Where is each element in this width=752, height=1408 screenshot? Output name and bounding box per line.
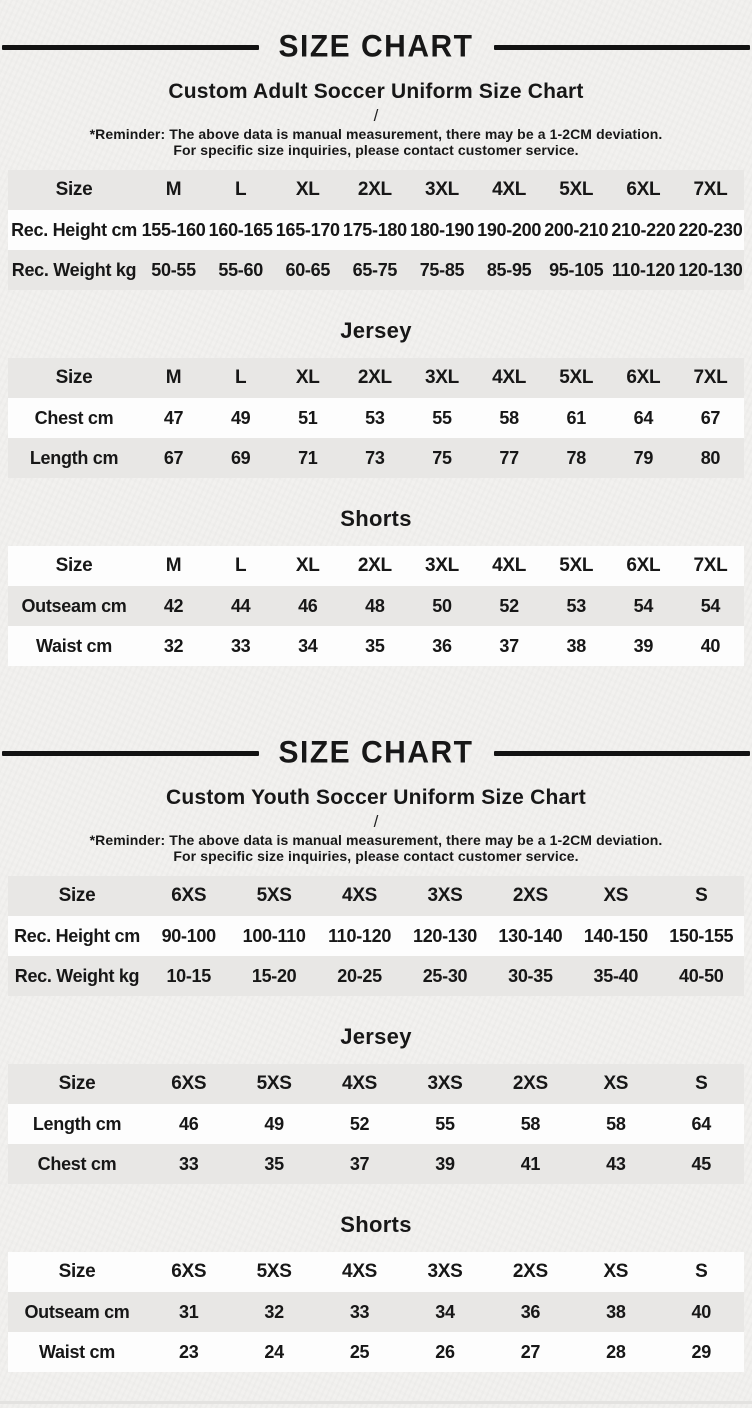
table-row [8,1332,744,1372]
value-cell: 130-140 [498,925,563,946]
value-cell: 55-60 [218,259,263,280]
value-cell: 24 [264,1341,284,1362]
value-cell: 78 [566,447,586,468]
value-cell: 10-15 [166,965,211,986]
size-header-cell: 5XL [559,367,594,388]
value-cell: 41 [520,1153,541,1174]
row-label: Outseam cm [21,595,127,616]
value-cell: 64 [691,1113,711,1134]
value-cell: 33 [349,1301,370,1322]
row-label: Rec. Height cm [14,925,140,946]
divider-slash: / [373,106,379,125]
value-cell: 80 [700,447,721,468]
row-label: Length cm [32,1113,122,1134]
value-cell: 58 [499,407,519,428]
size-header-cell: 5XS [256,885,292,906]
value-cell: 40 [691,1301,711,1322]
value-cell: 54 [700,595,721,616]
size-table [8,546,744,666]
value-cell: 53 [365,407,385,428]
size-header-cell: 4XS [342,1261,378,1282]
value-cell: 30-35 [508,965,553,986]
size-chart-section [0,706,752,1372]
value-cell: 29 [691,1341,711,1362]
value-cell: 77 [499,447,519,468]
size-column-header: Size [55,555,93,576]
table-row [8,586,744,626]
value-cell: 64 [633,407,654,428]
size-header-cell: 2XL [357,179,392,200]
value-cell: 20-25 [337,965,382,986]
row-label: Waist cm [36,635,112,656]
size-header-cell: 5XL [559,555,594,576]
table-row [8,956,744,996]
section-subtitle: Custom Adult Soccer Uniform Size Chart [168,80,584,103]
value-cell: 52 [349,1113,370,1134]
size-header-cell: 3XS [427,1261,463,1282]
size-header-cell: 6XS [171,1261,207,1282]
size-header-cell: 2XS [512,885,548,906]
value-cell: 36 [432,635,452,656]
size-header-cell: 7XL [693,555,728,576]
table-heading-jersey: Jersey [340,318,412,343]
value-cell: 27 [520,1341,541,1362]
value-cell: 210-220 [611,219,676,240]
section-title-row [0,736,752,770]
value-cell: 35 [264,1153,284,1174]
title-line-left [2,45,259,50]
value-cell: 49 [230,407,251,428]
size-table [8,876,744,996]
size-header-cell: 3XS [427,885,463,906]
value-cell: 54 [633,595,654,616]
value-cell: 45 [691,1153,711,1174]
size-header-cell: 6XS [171,885,207,906]
value-cell: 55 [435,1113,455,1134]
section-subtitle: Custom Youth Soccer Uniform Size Chart [166,786,586,809]
value-cell: 35 [365,635,385,656]
value-cell: 26 [435,1341,455,1362]
value-cell: 50-55 [151,259,196,280]
value-cell: 40-50 [678,965,724,986]
size-header-cell: L [235,555,247,576]
value-cell: 39 [435,1153,455,1174]
value-cell: 150-155 [669,925,734,946]
reminder-line: *Reminder: The above data is manual measurement, there may be a 1-2CM deviation. [89,126,663,142]
size-header-cell: 6XL [626,555,661,576]
row-label: Length cm [29,447,119,468]
size-header-cell: XL [295,367,320,388]
value-cell: 38 [566,635,586,656]
value-cell: 28 [606,1341,626,1362]
table-row [8,398,744,438]
size-header-cell: 5XS [256,1261,292,1282]
size-chart-section [0,0,752,666]
reminder-line: For specific size inquiries, please contact customer service. [173,848,579,864]
value-cell: 85-95 [486,259,532,280]
size-header-cell: XS [603,1073,629,1094]
size-header-cell: 7XL [693,367,728,388]
size-header-cell: 5XL [559,179,594,200]
value-cell: 61 [566,407,586,428]
value-cell: 67 [700,407,721,428]
value-cell: 37 [349,1153,370,1174]
size-header-cell: XL [295,179,320,200]
size-header-cell: 6XL [626,179,661,200]
size-header-cell: S [695,1261,708,1282]
divider-slash: / [373,812,379,831]
size-column-header: Size [58,885,96,906]
size-header-cell: XS [603,885,629,906]
size-header-cell: S [695,1073,708,1094]
size-header-cell: 5XS [256,1073,292,1094]
size-table [8,358,744,478]
value-cell: 95-105 [549,259,604,280]
value-cell: 43 [606,1153,626,1174]
row-label: Rec. Weight kg [14,965,140,986]
size-header-cell: 3XS [427,1073,463,1094]
value-cell: 60-65 [285,259,331,280]
value-cell: 37 [499,635,519,656]
size-header-cell: 7XL [693,179,728,200]
value-cell: 33 [230,635,251,656]
value-cell: 34 [435,1301,455,1322]
value-cell: 15-20 [251,965,297,986]
table-row [8,250,744,290]
size-header-cell: 4XS [342,1073,378,1094]
value-cell: 180-190 [410,219,474,240]
row-label: Rec. Weight kg [11,259,137,280]
size-column-header: Size [55,367,93,388]
size-header-cell: 3XL [425,555,459,576]
table-row [8,1144,744,1184]
value-cell: 200-210 [544,219,609,240]
section-title-row [0,30,752,64]
section-title: SIZE CHART [278,29,474,64]
size-header-cell: 2XS [512,1073,548,1094]
table-row [8,1104,744,1144]
table-header-row [8,170,744,210]
value-cell: 31 [179,1301,199,1322]
title-line-left [2,751,259,756]
size-column-header: Size [58,1261,96,1282]
table-row [8,210,744,250]
value-cell: 36 [520,1301,541,1322]
value-cell: 65-75 [352,259,398,280]
size-header-cell: 2XL [357,367,392,388]
row-label: Chest cm [37,1153,117,1174]
value-cell: 155-160 [141,219,206,240]
value-cell: 58 [520,1113,541,1134]
value-cell: 44 [230,595,251,616]
size-header-cell: 6XS [171,1073,207,1094]
size-header-cell: 4XL [492,367,527,388]
row-label: Rec. Height cm [11,219,137,240]
value-cell: 33 [179,1153,199,1174]
reminder-line: *Reminder: The above data is manual measurement, there may be a 1-2CM deviation. [89,832,663,848]
size-table [8,1252,744,1372]
size-column-header: Size [58,1073,96,1094]
value-cell: 55 [432,407,452,428]
size-header-cell: 6XL [626,367,661,388]
section-title: SIZE CHART [278,735,474,770]
value-cell: 52 [499,595,519,616]
value-cell: 34 [298,635,318,656]
value-cell: 120-130 [678,259,743,280]
value-cell: 32 [264,1301,284,1322]
size-header-cell: XS [603,1261,629,1282]
size-header-cell: 4XS [342,885,378,906]
size-table [8,1064,744,1184]
value-cell: 25-30 [422,965,468,986]
size-header-cell: XL [295,555,320,576]
title-line-right [494,751,751,756]
value-cell: 100-110 [242,925,306,946]
size-column-header: Size [55,179,93,200]
value-cell: 48 [365,595,385,616]
value-cell: 51 [298,407,318,428]
size-table [8,170,744,290]
row-label: Chest cm [34,407,114,428]
reminder-line: For specific size inquiries, please contact customer service. [173,142,579,158]
value-cell: 38 [606,1301,626,1322]
table-heading-jersey: Jersey [340,1024,412,1049]
size-header-cell: 2XL [357,555,392,576]
value-cell: 40 [700,635,721,656]
table-header-row [8,876,744,916]
bottom-divider [0,1401,752,1404]
table-heading-shorts: Shorts [340,506,412,531]
value-cell: 175-180 [342,219,407,240]
table-header-row [8,1252,744,1292]
value-cell: 75-85 [419,259,465,280]
value-cell: 75 [432,447,452,468]
size-header-cell: 4XL [492,179,527,200]
table-heading-shorts: Shorts [340,1212,412,1237]
size-header-cell: S [695,885,708,906]
title-line-right [494,45,751,50]
row-label: Waist cm [39,1341,115,1362]
size-header-cell: 2XS [512,1261,548,1282]
value-cell: 39 [633,635,654,656]
value-cell: 140-150 [583,925,648,946]
size-header-cell: L [235,367,247,388]
value-cell: 220-230 [678,219,743,240]
value-cell: 160-165 [208,219,273,240]
value-cell: 47 [163,407,184,428]
value-cell: 73 [365,447,385,468]
table-row [8,916,744,956]
value-cell: 69 [230,447,251,468]
value-cell: 120-130 [412,925,477,946]
size-header-cell: 3XL [425,367,459,388]
value-cell: 49 [264,1113,284,1134]
value-cell: 58 [606,1113,626,1134]
value-cell: 25 [349,1341,370,1362]
value-cell: 32 [163,635,184,656]
value-cell: 90-100 [161,925,216,946]
table-row [8,1292,744,1332]
value-cell: 190-200 [477,219,542,240]
value-cell: 110-120 [328,925,392,946]
value-cell: 53 [566,595,586,616]
table-row [8,626,744,666]
size-header-cell: 4XL [492,555,527,576]
value-cell: 46 [179,1113,199,1134]
size-header-cell: L [235,179,247,200]
value-cell: 23 [179,1341,199,1362]
size-header-cell: M [165,179,182,200]
table-header-row [8,546,744,586]
size-header-cell: M [165,555,182,576]
value-cell: 46 [298,595,318,616]
value-cell: 110-120 [611,259,675,280]
value-cell: 35-40 [593,965,639,986]
value-cell: 79 [633,447,654,468]
size-header-cell: M [165,367,182,388]
table-row [8,438,744,478]
value-cell: 165-170 [275,219,340,240]
value-cell: 67 [163,447,184,468]
value-cell: 42 [163,595,184,616]
table-header-row [8,358,744,398]
table-header-row [8,1064,744,1104]
size-header-cell: 3XL [425,179,459,200]
row-label: Outseam cm [24,1301,130,1322]
value-cell: 71 [298,447,318,468]
value-cell: 50 [432,595,452,616]
